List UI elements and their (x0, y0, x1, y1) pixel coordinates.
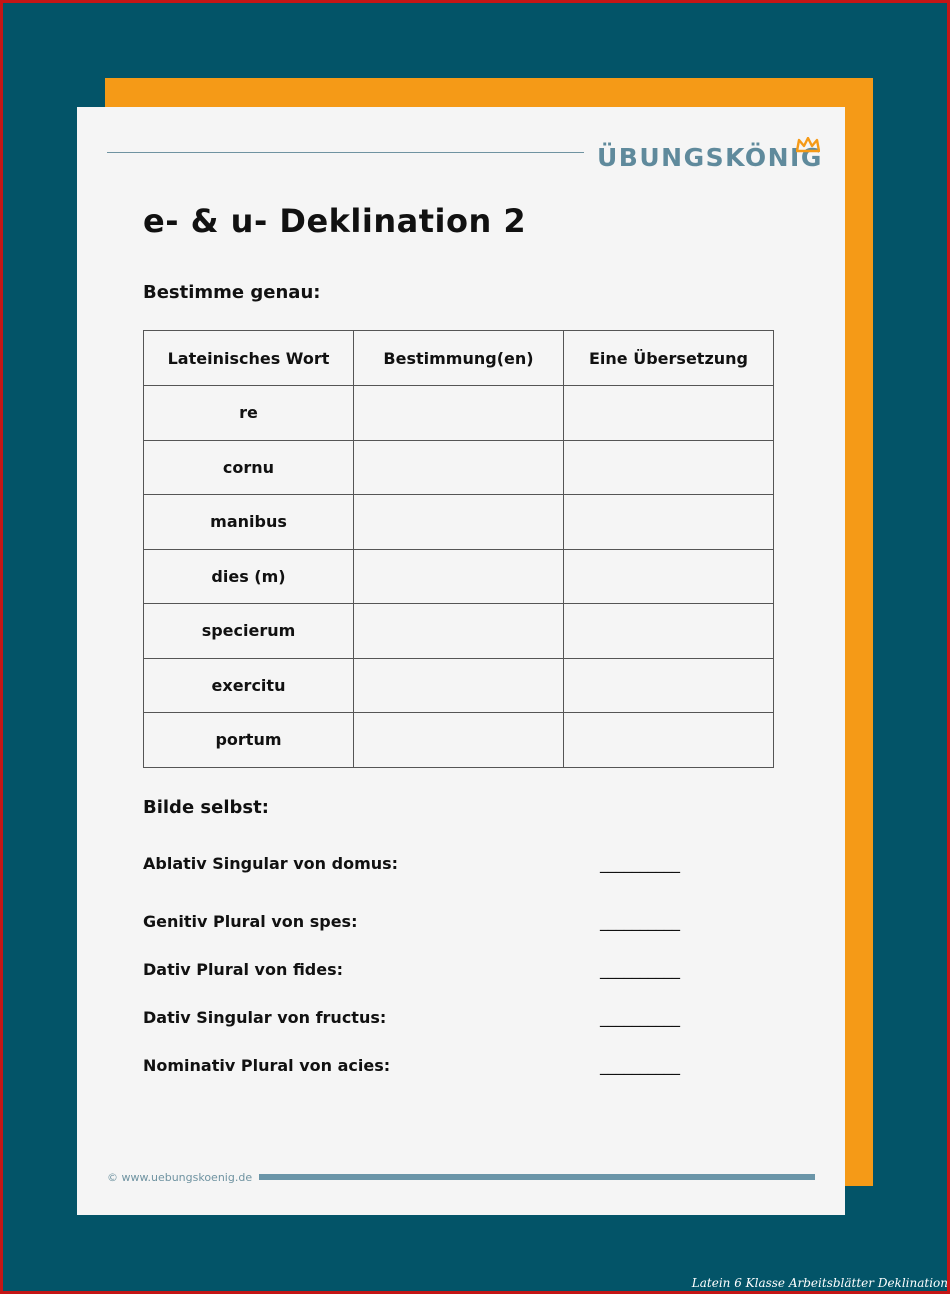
translation-cell[interactable] (564, 440, 774, 495)
latin-word-cell: dies (m) (144, 549, 354, 604)
translation-cell[interactable] (564, 386, 774, 441)
translation-cell[interactable] (564, 713, 774, 768)
table-row (144, 658, 774, 713)
translation-cell[interactable] (564, 604, 774, 659)
worksheet-page (77, 107, 845, 1215)
latin-word-cell: specierum (144, 604, 354, 659)
answer-blank[interactable]: __________ (600, 1008, 680, 1027)
task-label: Ablativ Singular von domus: (143, 854, 399, 873)
column-header-latin-word: Lateinisches Wort (144, 331, 354, 386)
table-row (144, 386, 774, 441)
task-label: Nominativ Plural von acies: (143, 1056, 391, 1075)
brand-logo-text: ÜBUNGSKÖNIG (597, 143, 823, 172)
answer-blank[interactable]: __________ (600, 912, 680, 931)
section-heading-build: Bilde selbst: (143, 797, 269, 818)
task-label: Dativ Singular von fructus: (143, 1008, 387, 1027)
translation-cell[interactable] (564, 549, 774, 604)
answer-blank[interactable]: __________ (600, 854, 680, 873)
column-header-determination: Bestimmung(en) (354, 331, 564, 386)
latin-word-cell: manibus (144, 495, 354, 550)
worksheet-title: e- & u- Deklination 2 (143, 202, 527, 240)
determination-cell[interactable] (354, 440, 564, 495)
table-row (144, 713, 774, 768)
translation-cell[interactable] (564, 658, 774, 713)
table-header-row (144, 331, 774, 386)
determination-cell[interactable] (354, 549, 564, 604)
answer-blank[interactable]: __________ (600, 1056, 680, 1075)
task-label: Genitiv Plural von spes: (143, 912, 358, 931)
latin-word-cell: portum (144, 713, 354, 768)
latin-word-cell: re (144, 386, 354, 441)
task-label: Dativ Plural von fides: (143, 960, 344, 979)
task-item (143, 854, 703, 876)
determination-cell[interactable] (354, 713, 564, 768)
header-rule (107, 152, 584, 153)
determination-cell[interactable] (354, 495, 564, 550)
latin-word-cell: exercitu (144, 658, 354, 713)
determination-cell[interactable] (354, 386, 564, 441)
determination-cell[interactable] (354, 658, 564, 713)
table-row (144, 604, 774, 659)
table-row (144, 549, 774, 604)
section-heading-determine: Bestimme genau: (143, 282, 321, 303)
footer-bar (259, 1174, 815, 1180)
task-item (143, 1008, 703, 1030)
word-table (143, 330, 774, 768)
translation-cell[interactable] (564, 495, 774, 550)
column-header-translation: Eine Übersetzung (564, 331, 774, 386)
task-item (143, 1056, 703, 1078)
determination-cell[interactable] (354, 604, 564, 659)
image-caption: Latein 6 Klasse Arbeitsblätter Deklination (691, 1276, 948, 1290)
task-item (143, 960, 703, 982)
answer-blank[interactable]: __________ (600, 960, 680, 979)
table-row (144, 495, 774, 550)
crown-icon (796, 137, 820, 153)
latin-word-cell: cornu (144, 440, 354, 495)
task-item (143, 912, 703, 934)
table-row (144, 440, 774, 495)
footer-copyright-link[interactable]: © www.uebungskoenig.de (107, 1171, 253, 1184)
